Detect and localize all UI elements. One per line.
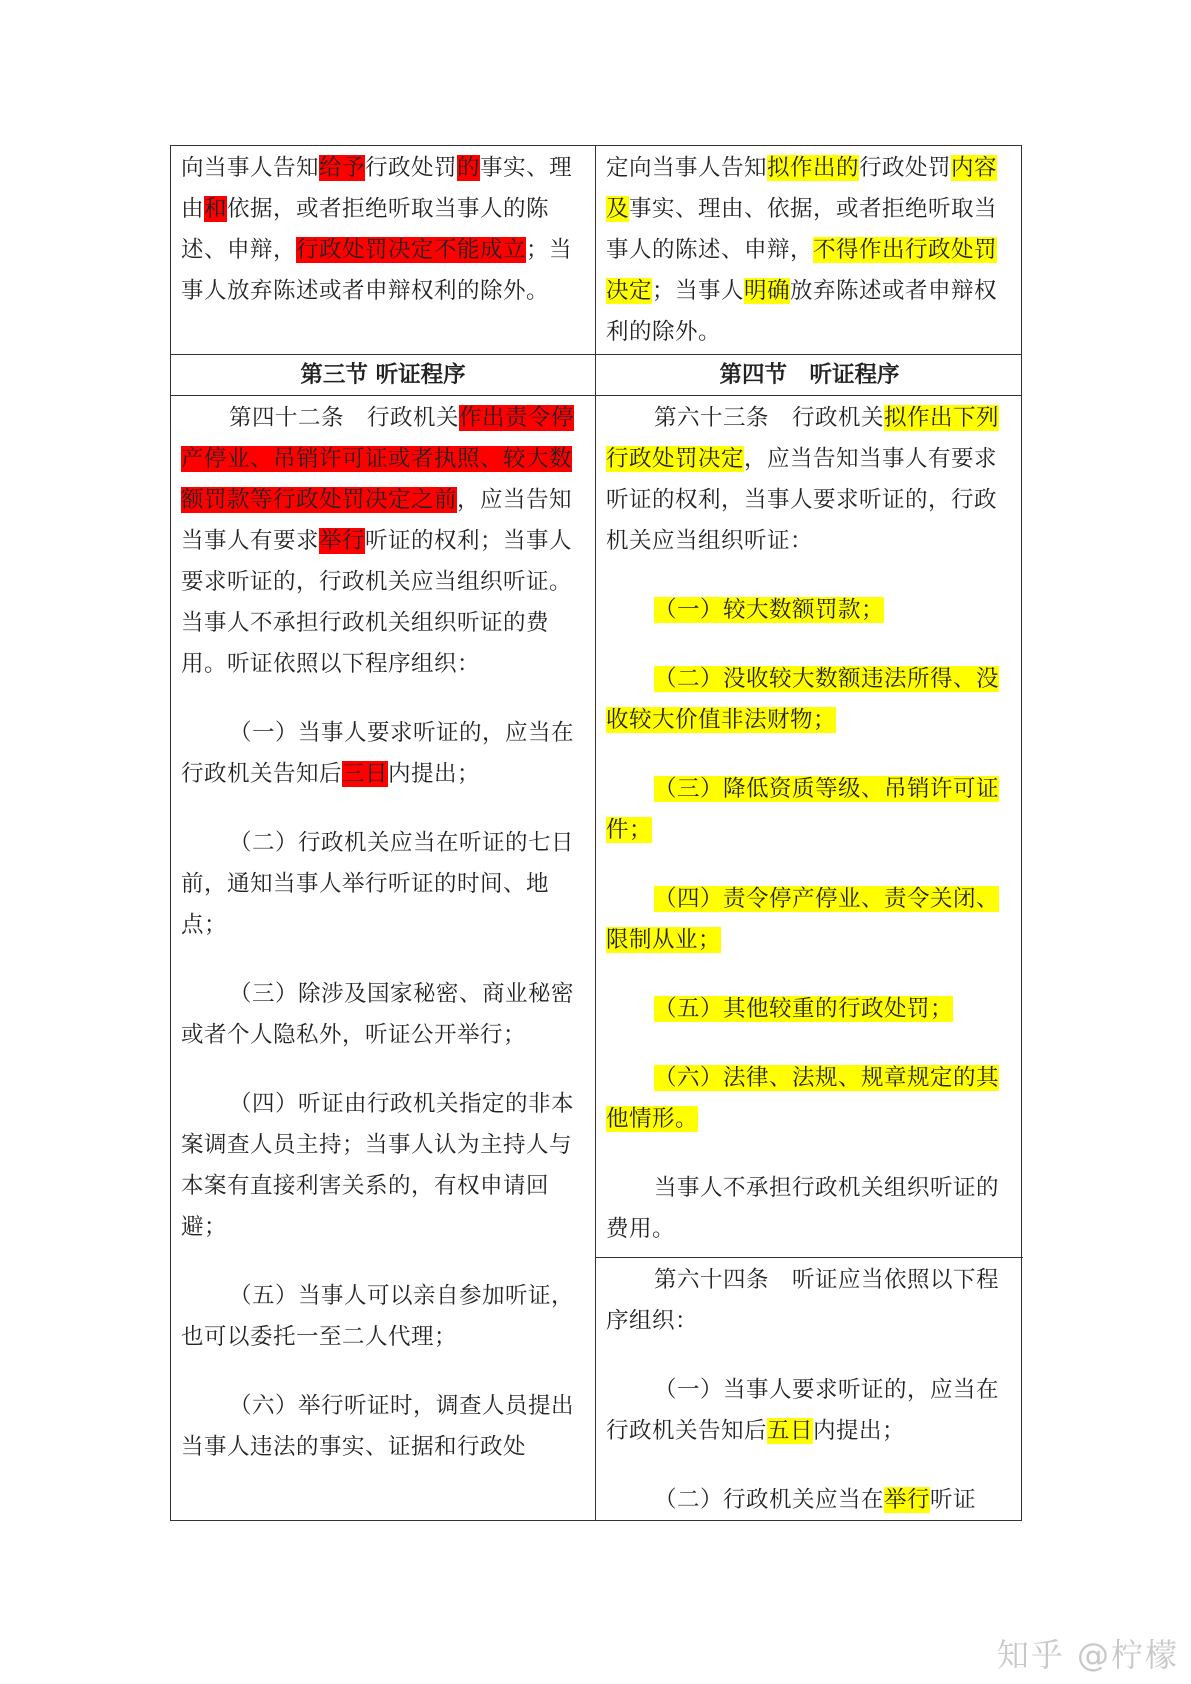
text-run: （二）行政机关应当在 <box>654 1487 885 1513</box>
text-run: 内提出； <box>388 761 481 787</box>
left-item-4: （四）听证由行政机关指定的非本案调查人员主持；当事人认为主持人与本案有直接利害关系的，有权申请回避； <box>181 1091 575 1240</box>
right-item-6 <box>606 1058 1011 1140</box>
text-run: 依据，或者拒绝听取当事人的陈述、申辩， <box>181 196 550 263</box>
yellow-highlight: 拟作出下列行政处罚决定 <box>606 405 1000 472</box>
left-item-6: （六）举行听证时，调查人员提出当事人违法的事实、证据和行政处 <box>181 1393 575 1460</box>
article-63 <box>606 398 1011 562</box>
right-top-cell <box>606 148 1011 354</box>
text-run: 内提出； <box>813 1418 906 1444</box>
yellow-highlight: 明确 <box>744 278 791 304</box>
yellow-highlight: （一）较大数额罚款； <box>654 597 885 623</box>
left-item-3: （三）除涉及国家秘密、商业秘密或者个人隐私外，听证公开举行； <box>181 981 575 1048</box>
left-top-paragraph <box>181 148 586 312</box>
text-run: （一）当事人要求听证的，应当在行政机关告知后 <box>181 720 575 787</box>
red-highlight: 和 <box>204 196 228 222</box>
yellow-highlight: 不得作出行政处罚决定 <box>606 237 998 304</box>
text-run: 听证 <box>930 1487 977 1513</box>
right-item-2 <box>606 659 1011 741</box>
yellow-highlight: （五）其他较重的行政处罚； <box>654 996 954 1022</box>
text-run: 第四十二条 行政机关 <box>229 405 460 431</box>
right-fee-note: 当事人不承担行政机关组织听证的费用。 <box>606 1175 1000 1242</box>
red-highlight: 三日 <box>342 761 389 787</box>
right-bottom-cell <box>606 1260 1011 1520</box>
yellow-highlight: （三）降低资质等级、吊销许可证件； <box>606 776 1000 843</box>
text-run: 向当事人告知 <box>181 155 320 181</box>
right-item-4 <box>606 879 1011 961</box>
text-run: ，应当告知当事人有要求 <box>181 487 573 554</box>
text-run: 定向当事人告知 <box>606 155 768 181</box>
left-item-2: （二）行政机关应当在听证的七日前，通知当事人举行听证的时间、地点； <box>181 830 575 938</box>
text-run: 第六十三条 行政机关 <box>654 405 885 431</box>
left-item-1 <box>181 713 586 795</box>
text-run: ；当事人 <box>652 278 745 304</box>
yellow-highlight: （四）责令停产停业、责令关闭、限制从业； <box>606 886 1000 953</box>
red-highlight: 的 <box>457 155 481 181</box>
row-divider <box>171 395 1021 396</box>
article-64: 第六十四条 听证应当依照以下程序组织： <box>606 1267 1000 1334</box>
text-run: ；当事人放弃陈述或者申辩权利的除外。 <box>181 237 573 304</box>
text-run: 事实、理由 <box>181 155 573 222</box>
row-divider <box>596 1257 1023 1258</box>
right-item-5 <box>606 989 1011 1030</box>
yellow-highlight: 拟作出的 <box>767 155 860 181</box>
red-highlight: 给予 <box>319 155 366 181</box>
text-run: 行政处罚 <box>859 155 952 181</box>
right-main-cell <box>606 398 1011 1256</box>
text-run: 行政处罚 <box>365 155 458 181</box>
red-highlight: 作出责令停产停业、吊销许可证或者执照、较大数额罚款等行政处罚决定之前 <box>181 405 575 513</box>
text-run: 听证依照以下程序组织： <box>227 651 481 677</box>
yellow-highlight: （二）没收较大数额违法所得、没收较大价值非法财物； <box>606 666 1000 733</box>
yellow-highlight: 举行 <box>884 1487 931 1513</box>
right-item-3 <box>606 769 1011 851</box>
text-run: 放弃陈述或者申辩权利的除外。 <box>606 278 998 345</box>
article-42 <box>181 398 586 685</box>
column-divider <box>595 146 596 1520</box>
right-section-title: 第四节 听证程序 <box>719 362 900 388</box>
text-run: 事实、理由、依据，或者拒绝听取当事人的陈述、申辩， <box>606 196 998 263</box>
left-main-cell <box>181 398 586 1518</box>
right-procedure-2 <box>606 1480 1011 1520</box>
text-run: ，应当告知当事人有要求听证的权利，当事人要求听证的，行政机关应当组织听证： <box>606 446 998 554</box>
comparison-table <box>170 145 1022 1521</box>
yellow-highlight: 五日 <box>767 1418 814 1444</box>
right-procedure-1 <box>606 1370 1011 1452</box>
right-item-1 <box>606 590 1011 631</box>
text-run: （一）当事人要求听证的，应当在行政机关告知后 <box>606 1377 1000 1444</box>
right-top-paragraph <box>606 148 1011 353</box>
text-run: 听证的权利；当事人要求听证的，行政机关应当组织听证。当事人不承担行政机关组织听证的费用。 <box>181 528 573 677</box>
yellow-highlight: （六）法律、法规、规章规定的其他情形。 <box>606 1065 1000 1132</box>
left-item-5: （五）当事人可以亲自参加听证，也可以委托一至二人代理； <box>181 1283 575 1350</box>
red-highlight: 行政处罚决定不能成立 <box>296 237 527 263</box>
watermark: 知乎 @柠檬 <box>996 1636 1179 1674</box>
left-top-cell <box>181 148 586 354</box>
yellow-highlight: 内容及 <box>606 155 998 222</box>
left-section-title: 第三节 听证程序 <box>300 362 466 388</box>
red-highlight: 举行 <box>319 528 366 554</box>
